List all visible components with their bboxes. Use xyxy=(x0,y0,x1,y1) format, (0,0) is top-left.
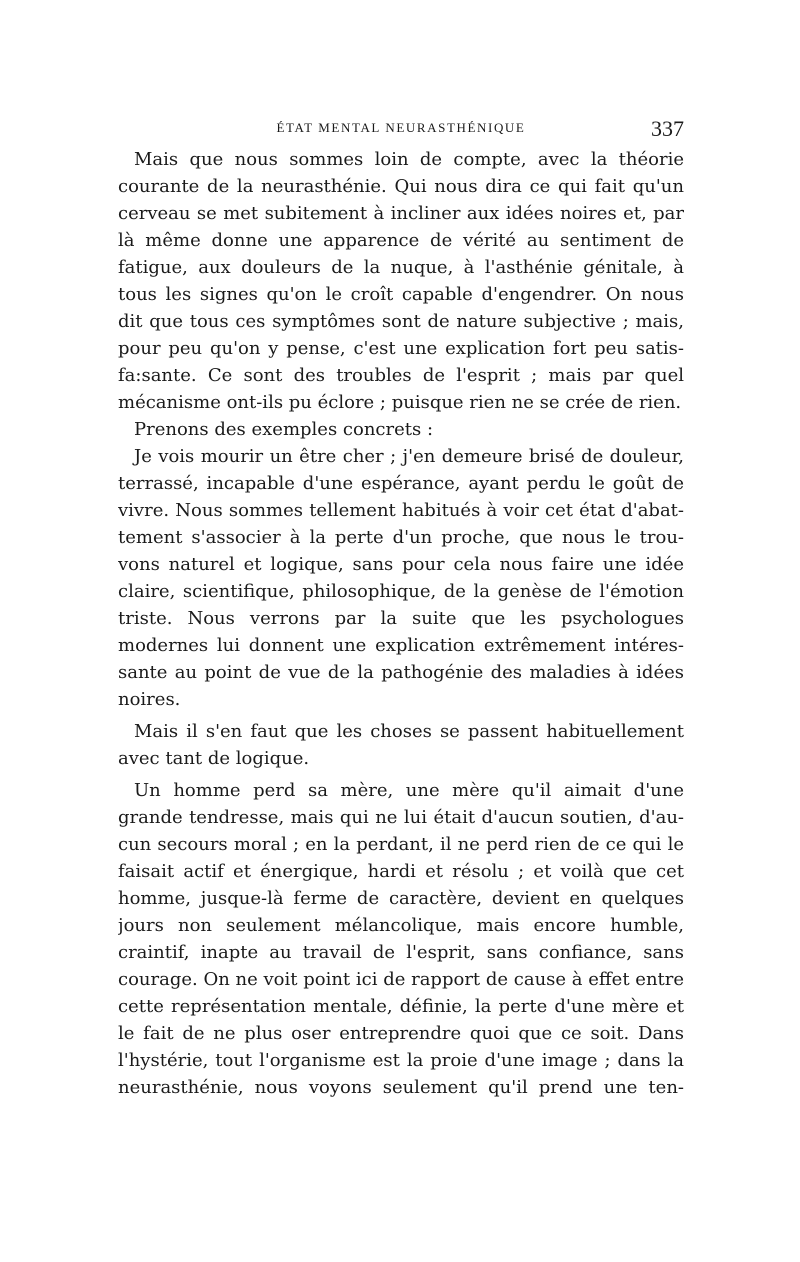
text-line: Un homme perd sa mère, une mère qu'il aimait d'une xyxy=(134,780,684,801)
text-line: courante de la neurasthénie. Qui nous dira ce qui fait qu'un xyxy=(118,176,684,197)
running-head xyxy=(118,116,684,146)
text-line: fatigue, aux douleurs de la nuque, à l'asthénie génitale, à xyxy=(118,257,684,278)
paragraph-4 xyxy=(118,718,684,772)
text-line: tous les signes qu'on le croît capable d'engendrer. On nous xyxy=(118,284,684,305)
paragraph-1 xyxy=(118,146,684,416)
text-line: vivre. Nous sommes tellement habitués à voir cet état d'abat- xyxy=(118,500,684,521)
paragraph-5 xyxy=(118,777,684,1101)
text-line: claire, scientifique, philosophique, de la genèse de l'émotion xyxy=(118,581,684,602)
page-number: 337 xyxy=(651,116,684,141)
body-text xyxy=(118,146,684,1101)
text-line: triste. Nous verrons par la suite que les psychologues xyxy=(118,608,684,629)
text-line: cette représentation mentale, définie, la perte d'une mère et xyxy=(118,996,684,1017)
text-line: craintif, inapte au travail de l'esprit, sans confiance, sans xyxy=(118,942,684,963)
text-line: Je vois mourir un être cher ; j'en demeure brisé de douleur, xyxy=(134,446,684,467)
text-line: Mais il s'en faut que les choses se passent habituellement xyxy=(134,721,684,742)
text-line: l'hystérie, tout l'organisme est la proie d'une image ; dans la xyxy=(118,1050,684,1071)
text-line: le fait de ne plus oser entreprendre quoi que ce soit. Dans xyxy=(118,1023,684,1044)
text-line: avec tant de logique. xyxy=(118,748,310,769)
text-line: dit que tous ces symptômes sont de nature subjective ; mais, xyxy=(118,311,684,332)
text-line: mécanisme ont-ils pu éclore ; puisque rien ne se crée de rien. xyxy=(118,392,682,413)
text-line: homme, jusque-là ferme de caractère, devient en quelques xyxy=(118,888,684,909)
text-line: tement s'associer à la perte d'un proche, que nous le trou- xyxy=(118,527,684,548)
text-line: neurasthénie, nous voyons seulement qu'il prend une ten- xyxy=(118,1077,684,1098)
text-line: Mais que nous sommes loin de compte, avec la théorie xyxy=(134,149,684,170)
text-line: faisait actif et énergique, hardi et résolu ; et voilà que cet xyxy=(118,861,684,882)
text-line: là même donne une apparence de vérité au sentiment de xyxy=(118,230,684,251)
text-line: terrassé, incapable d'une espérance, ayant perdu le goût de xyxy=(118,473,684,494)
paragraph-3 xyxy=(118,443,684,713)
text-line: sante au point de vue de la pathogénie des maladies à idées xyxy=(118,662,684,683)
paragraph-2 xyxy=(118,416,684,443)
text-line: courage. On ne voit point ici de rapport de cause à effet entre xyxy=(118,969,684,990)
text-line: grande tendresse, mais qui ne lui était d'aucun soutien, d'au- xyxy=(118,807,684,828)
running-title: ÉTAT MENTAL NEURASTHÉNIQUE xyxy=(276,120,526,135)
text-line: fa:sante. Ce sont des troubles de l'esprit ; mais par quel xyxy=(118,365,684,386)
text-line: vons naturel et logique, sans pour cela nous faire une idée xyxy=(118,554,684,575)
text-line: Prenons des exemples concrets : xyxy=(134,419,434,440)
text-line: noires. xyxy=(118,689,181,710)
text-line: cerveau se met subitement à incliner aux idées noires et, par xyxy=(118,203,684,224)
text-line: modernes lui donnent une explication extrêmement intéres- xyxy=(118,635,684,656)
text-line: jours non seulement mélancolique, mais encore humble, xyxy=(118,915,684,936)
text-line: cun secours moral ; en la perdant, il ne perd rien de ce qui le xyxy=(118,834,684,855)
text-line: pour peu qu'on y pense, c'est une explication fort peu satis- xyxy=(118,338,684,359)
